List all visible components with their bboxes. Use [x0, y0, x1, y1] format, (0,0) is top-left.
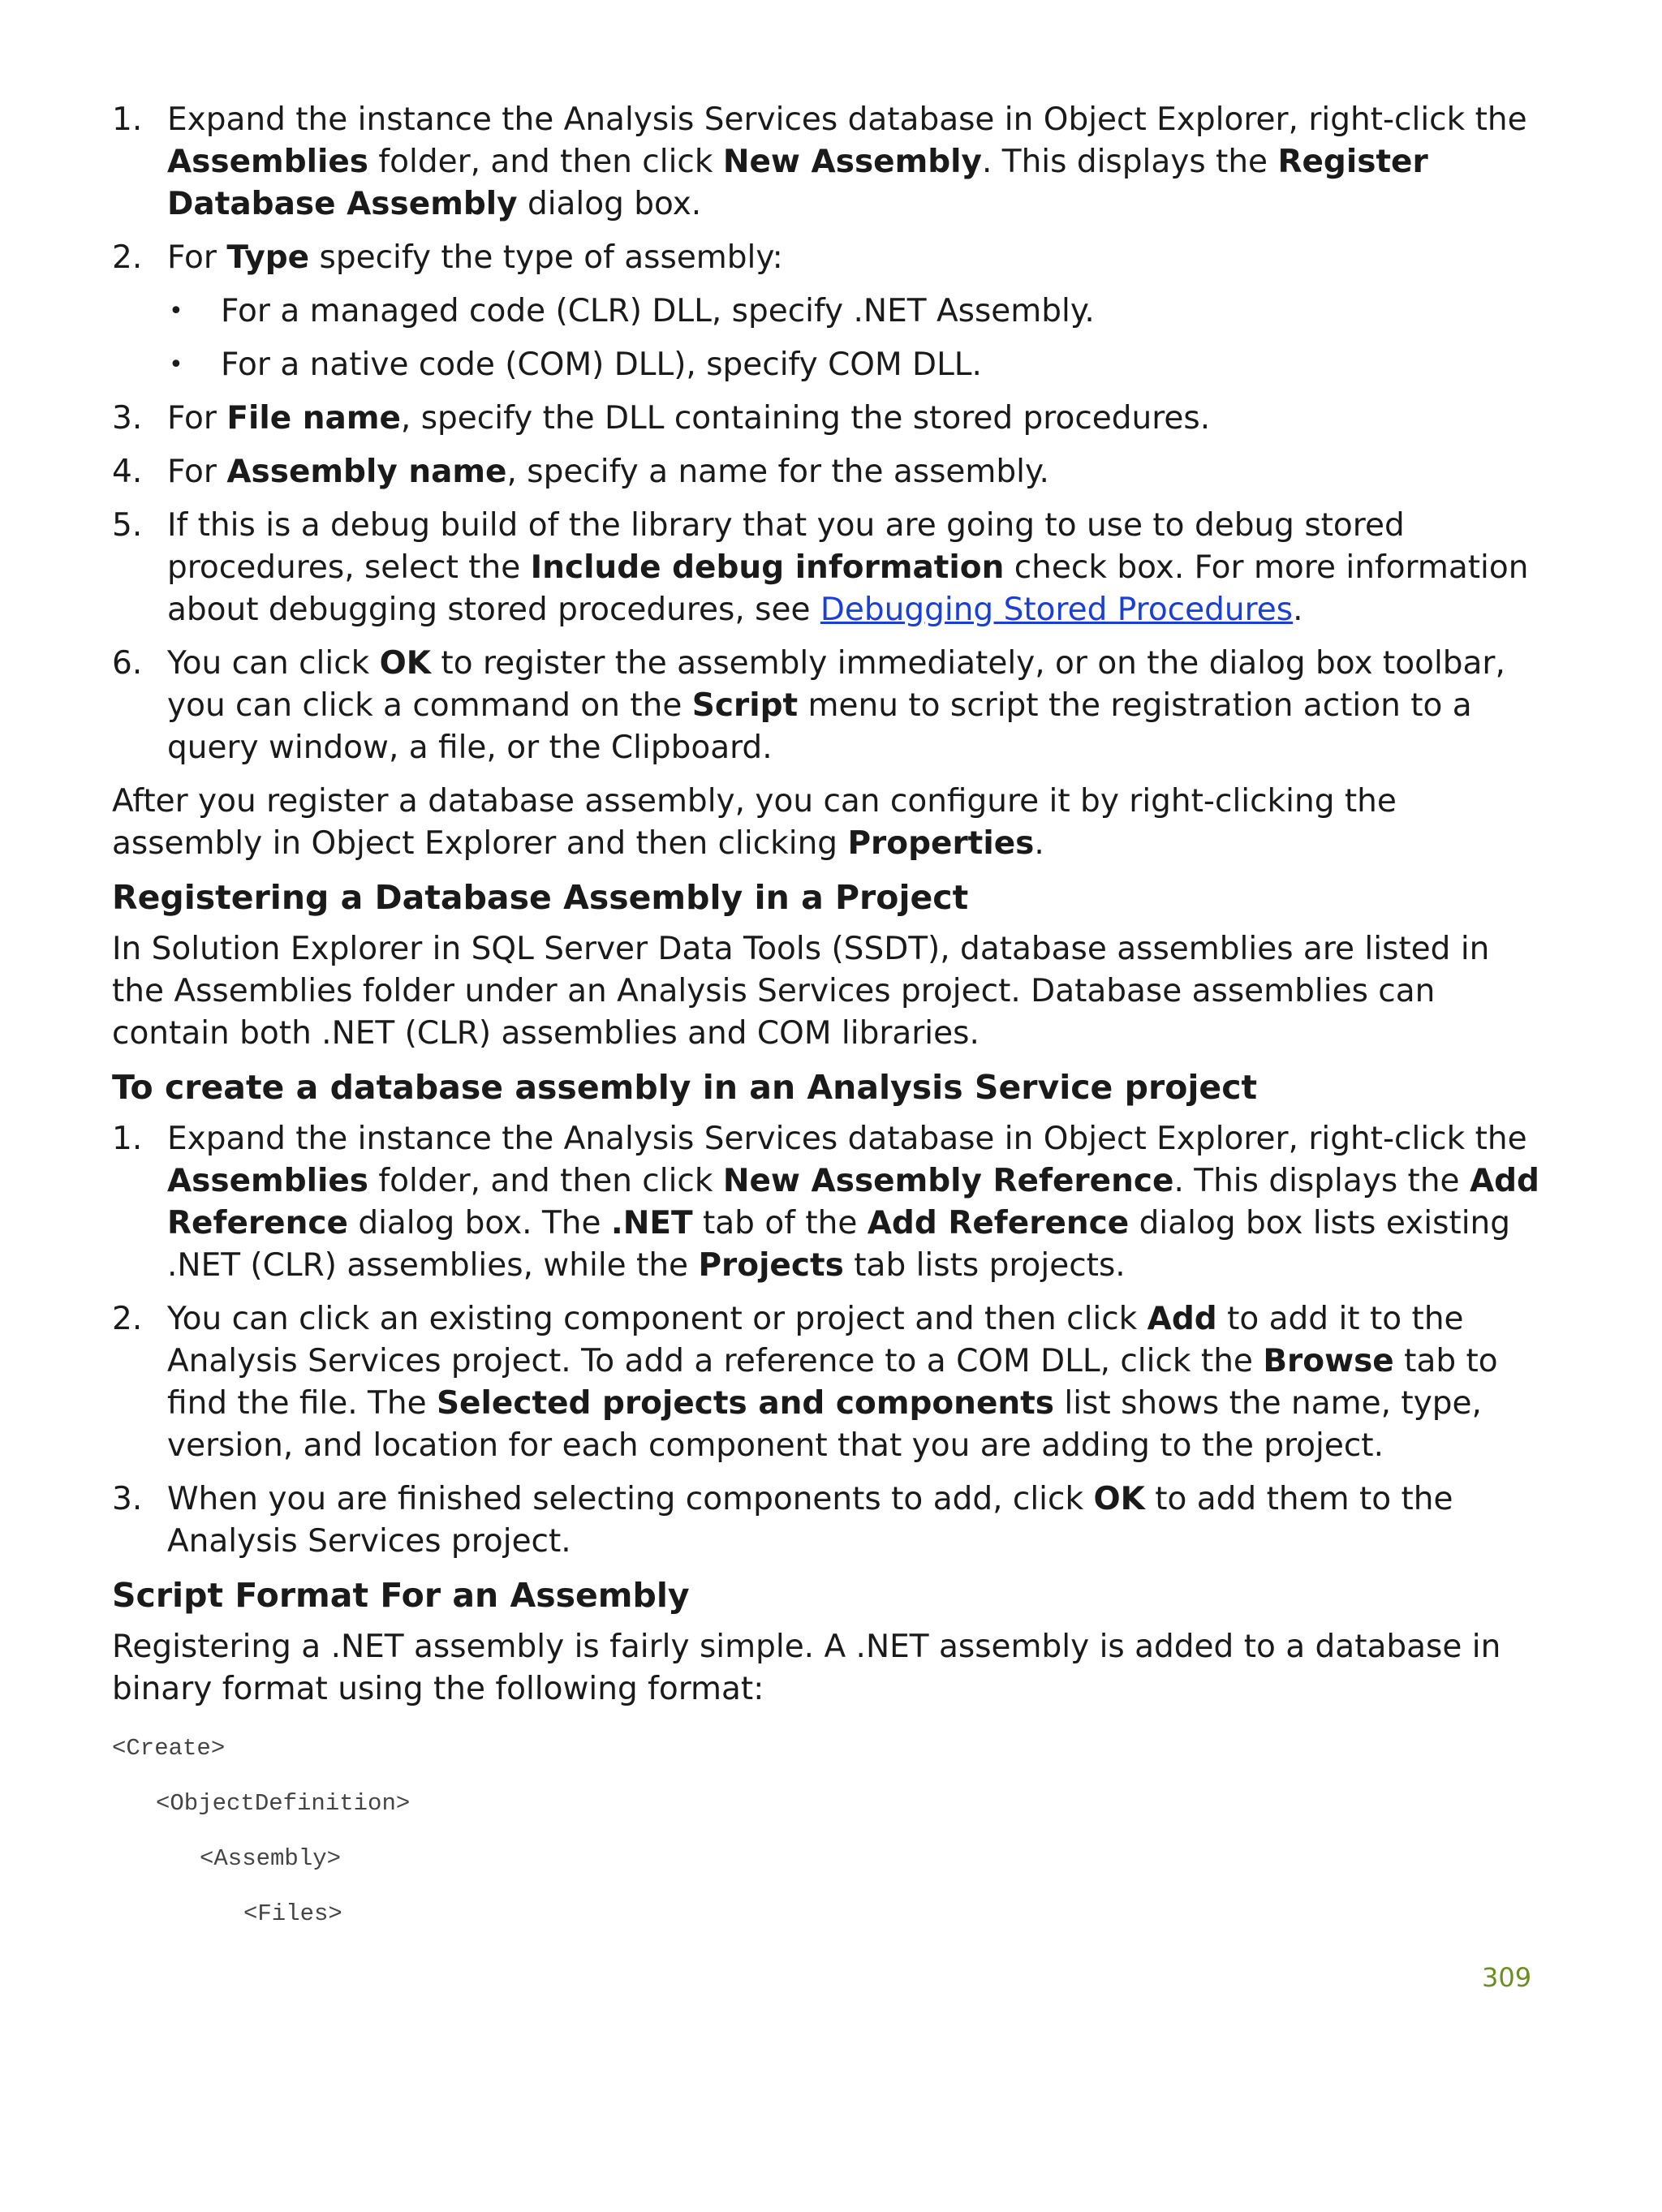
list-item	[112, 1478, 1540, 1563]
text-run: to register the assembly immediately, or on the dialog box toolbar, you can click a command on the	[167, 645, 1505, 724]
text-run: For	[167, 239, 227, 276]
list-item	[112, 1298, 1540, 1467]
heading-register-in-project: Registering a Database Assembly in a Project	[112, 878, 969, 917]
text-run: tab of the	[692, 1205, 868, 1242]
script-paragraph: Registering a .NET assembly is fairly simple. A .NET assembly is added to a database in binary format using the following format:	[112, 1629, 1501, 1707]
text-run: dialog box lists existing .NET (CLR) assemblies, while the	[167, 1205, 1511, 1284]
text-run: folder, and then click	[368, 144, 723, 180]
list-number: 1.	[112, 1121, 143, 1157]
list-number: 6.	[112, 645, 143, 682]
list-item-text	[167, 1478, 1540, 1563]
list-item-text	[167, 99, 1540, 226]
page-number: 309	[1482, 1962, 1532, 1993]
list-item-text	[167, 1118, 1540, 1287]
text-run: , specify the DLL containing the stored procedures.	[400, 400, 1211, 437]
list-item	[112, 643, 1540, 769]
text-run: You can click	[167, 645, 380, 682]
bullet-item	[112, 290, 1540, 333]
create-steps-list	[112, 1118, 1540, 1563]
text-run: For	[167, 400, 227, 437]
bold-term: Properties	[847, 825, 1035, 862]
text-run: . This displays the	[981, 144, 1278, 180]
list-number: 5.	[112, 507, 143, 544]
text-run: For	[167, 454, 227, 490]
list-item	[112, 237, 1540, 279]
text-run: tab lists projects.	[843, 1247, 1126, 1284]
bold-term: New Assembly Reference	[722, 1163, 1174, 1199]
bold-term: Include debug information	[530, 549, 1005, 586]
bold-term: Assemblies	[167, 144, 369, 180]
list-item-text	[167, 398, 1540, 440]
list-number: 1.	[112, 101, 143, 138]
bold-term: Script	[691, 687, 799, 724]
register-steps-list	[112, 99, 1540, 769]
bold-term: OK	[379, 645, 431, 682]
link-debugging-stored-procedures[interactable]: Debugging Stored Procedures	[820, 592, 1294, 628]
text-run: menu to script the registration action to a query window, a file, or the Clipboard.	[167, 687, 1472, 766]
text-run: Expand the instance the Analysis Services database in Object Explorer, right-click the	[167, 1121, 1527, 1157]
after-register-paragraph	[112, 781, 1540, 865]
text-run: tab to find the file. The	[167, 1343, 1498, 1422]
text-run: You can click an existing component or project and then click	[167, 1301, 1147, 1337]
bullet-item	[112, 344, 1540, 386]
list-number: 4.	[112, 454, 143, 490]
bullet-text: For a managed code (CLR) DLL, specify .NET Assembly.	[221, 293, 1095, 329]
text-run: folder, and then click	[368, 1163, 723, 1199]
list-item	[112, 99, 1540, 226]
text-run: .	[1034, 825, 1044, 862]
text-run: to add them to the Analysis Services project.	[167, 1481, 1453, 1560]
bullet-icon: •	[169, 351, 183, 379]
bold-term: Add Reference	[867, 1205, 1130, 1242]
code-line: <ObjectDefinition>	[156, 1790, 411, 1817]
text-run: Expand the instance the Analysis Services database in Object Explorer, right-click the	[167, 101, 1527, 138]
list-item-text	[167, 451, 1540, 493]
code-line: <Files>	[243, 1900, 342, 1927]
text-run: to add it to the Analysis Services project. To add a reference to a COM DLL, click the	[167, 1301, 1464, 1379]
list-item	[112, 398, 1540, 440]
text-run: . This displays the	[1173, 1163, 1470, 1199]
code-block	[112, 1735, 1540, 1928]
bold-term: New Assembly	[722, 144, 982, 180]
bullet-icon: •	[169, 297, 183, 325]
list-number: 2.	[112, 1301, 143, 1337]
project-paragraph: In Solution Explorer in SQL Server Data Tools (SSDT), database assemblies are listed in the Assemblies folder under an Analysis Services project. Database assemblies can contain both .NET (CLR) assemblies and COM libraries.	[112, 931, 1490, 1052]
list-item-text	[167, 1298, 1540, 1467]
code-line: <Assembly>	[200, 1845, 342, 1872]
list-item	[112, 505, 1540, 631]
heading-create-assembly: To create a database assembly in an Analysis Service project	[112, 1068, 1258, 1107]
list-number: 3.	[112, 400, 143, 437]
text-run: list shows the name, type, version, and location for each component that you are adding to the project.	[167, 1385, 1482, 1464]
bold-term: Projects	[698, 1247, 844, 1284]
bold-term: Assembly name	[226, 454, 507, 490]
list-item-text	[167, 643, 1540, 769]
bold-term: .NET	[610, 1205, 693, 1242]
text-run: check box. For more information about debugging stored procedures, see	[167, 549, 1529, 628]
bold-term: File name	[226, 400, 401, 437]
bold-term: OK	[1093, 1481, 1145, 1517]
page-content	[112, 99, 1540, 1956]
text-run: .	[1293, 592, 1303, 628]
text-run: dialog box. The	[347, 1205, 611, 1242]
bold-term: Register Database Assembly	[167, 144, 1428, 222]
list-number: 2.	[112, 239, 143, 276]
text-run: If this is a debug build of the library that you are going to use to debug stored procedures, select the	[167, 507, 1405, 586]
text-run: specify the type of assembly:	[309, 239, 783, 276]
text-run: When you are finished selecting components to add, click	[167, 1481, 1094, 1517]
bold-term: Browse	[1263, 1343, 1394, 1379]
bold-term: Selected projects and components	[436, 1385, 1055, 1422]
text-run: dialog box.	[517, 186, 702, 222]
bold-term: Type	[226, 239, 310, 276]
list-item-text	[167, 237, 1540, 279]
list-item-text	[167, 505, 1540, 631]
list-item	[112, 1118, 1540, 1287]
list-item	[112, 451, 1540, 493]
heading-script-format: Script Format For an Assembly	[112, 1576, 690, 1615]
list-number: 3.	[112, 1481, 143, 1517]
bold-term: Assemblies	[167, 1163, 369, 1199]
bold-term: Add	[1147, 1301, 1217, 1337]
text-run: After you register a database assembly, you can configure it by right-clicking the assembly in Object Explorer and then clicking	[112, 783, 1397, 862]
text-run: , specify a name for the assembly.	[506, 454, 1049, 490]
bullet-text: For a native code (COM) DLL), specify COM DLL.	[221, 346, 982, 383]
bold-term: Add Reference	[167, 1163, 1539, 1242]
code-line: <Create>	[112, 1735, 226, 1762]
